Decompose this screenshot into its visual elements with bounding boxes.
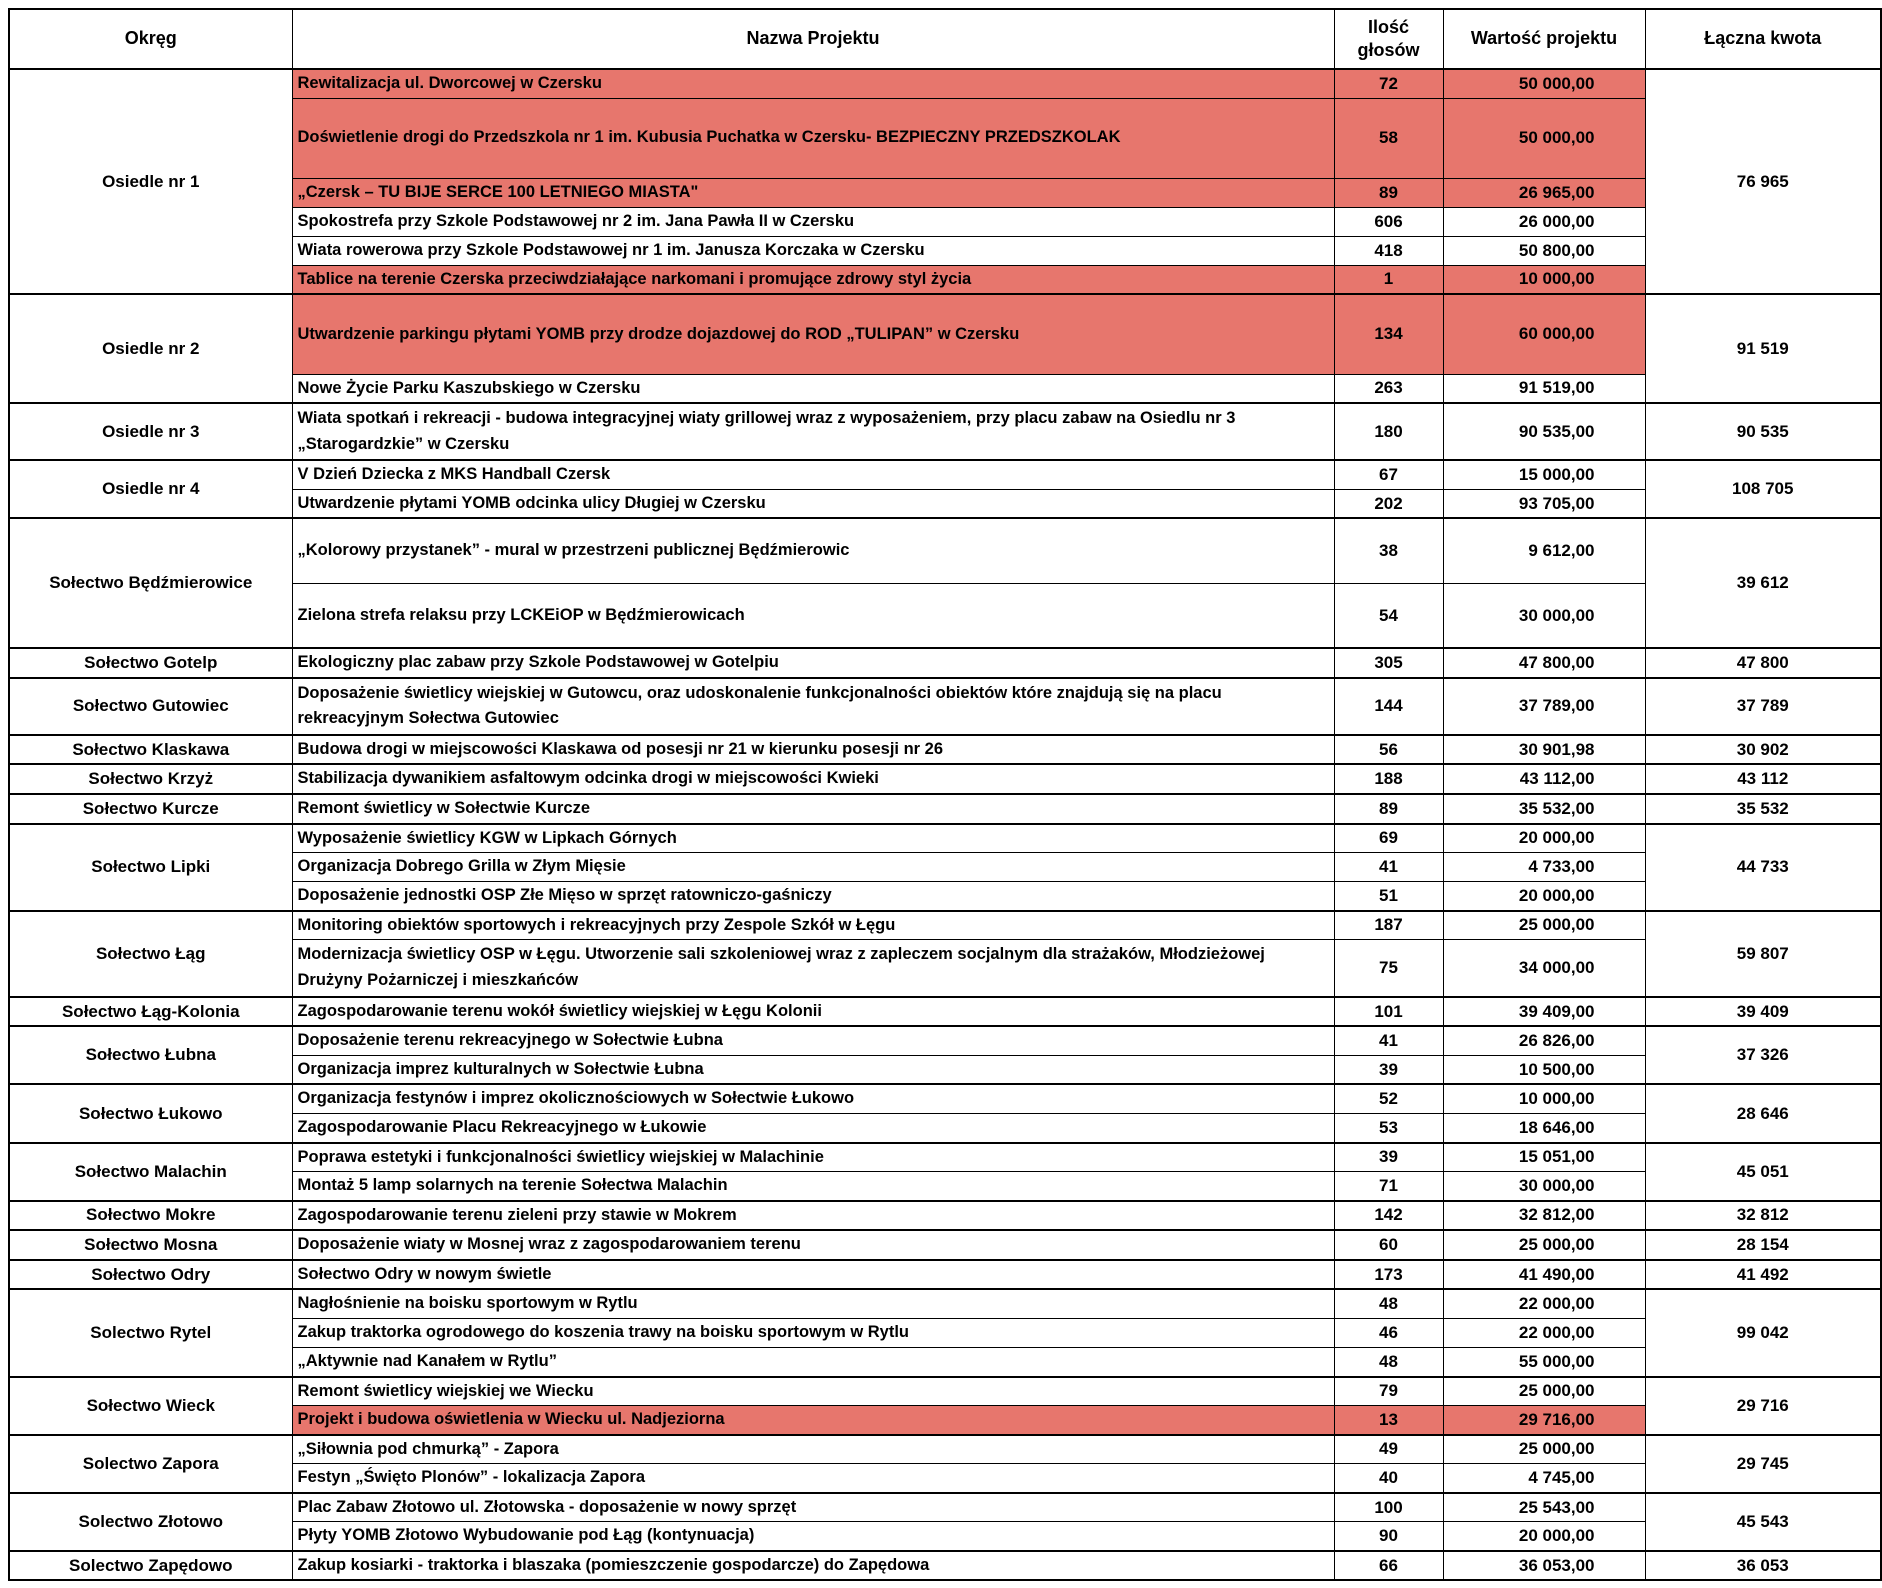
votes-cell: 40 <box>1334 1464 1443 1493</box>
votes-cell-highlighted: 13 <box>1334 1406 1443 1435</box>
votes-cell-highlighted: 72 <box>1334 69 1443 98</box>
project-value-cell-highlighted: 50 000,00 <box>1443 69 1645 98</box>
project-value-cell: 47 800,00 <box>1443 648 1645 678</box>
project-name-cell: Poprawa estetyki i funkcjonalności świetlicy wiejskiej w Malachinie <box>292 1143 1334 1172</box>
total-amount-cell: 90 535 <box>1645 403 1881 460</box>
votes-cell: 56 <box>1334 735 1443 765</box>
project-value-cell: 36 053,00 <box>1443 1551 1645 1581</box>
project-value-cell: 10 000,00 <box>1443 1084 1645 1113</box>
votes-cell: 69 <box>1334 824 1443 853</box>
okreg-cell: Sołectwo Mosna <box>9 1230 292 1260</box>
okreg-cell: Sołectwo Wieck <box>9 1377 292 1435</box>
project-value-cell: 37 789,00 <box>1443 678 1645 735</box>
okreg-cell: Sołectwo Łąg <box>9 911 292 997</box>
project-value-cell: 34 000,00 <box>1443 940 1645 997</box>
project-name-cell: Zagospodarowanie terenu zieleni przy stawie w Mokrem <box>292 1201 1334 1231</box>
table-body <box>9 69 1881 1580</box>
project-value-cell: 25 000,00 <box>1443 1435 1645 1464</box>
project-value-cell: 22 000,00 <box>1443 1289 1645 1318</box>
okreg-cell: Sołectwo Krzyż <box>9 764 292 794</box>
table-row <box>9 1230 1881 1260</box>
table-row <box>9 1377 1881 1406</box>
project-name-cell: Doposażenie jednostki OSP Złe Mięso w sprzęt ratowniczo-gaśniczy <box>292 882 1334 911</box>
project-value-cell: 32 812,00 <box>1443 1201 1645 1231</box>
project-name-cell-highlighted: Projekt i budowa oświetlenia w Wiecku ul. Nadjeziorna <box>292 1406 1334 1435</box>
total-amount-cell: 28 646 <box>1645 1084 1881 1142</box>
okreg-cell: Sołectwo Gutowiec <box>9 678 292 735</box>
project-value-cell: 55 000,00 <box>1443 1347 1645 1376</box>
project-name-cell: Zakup traktorka ogrodowego do koszenia trawy na boisku sportowym w Rytlu <box>292 1318 1334 1347</box>
votes-cell-highlighted: 134 <box>1334 294 1443 374</box>
header-row <box>9 9 1881 69</box>
votes-cell: 180 <box>1334 403 1443 460</box>
total-amount-cell: 108 705 <box>1645 460 1881 518</box>
votes-cell: 79 <box>1334 1377 1443 1406</box>
votes-cell: 48 <box>1334 1289 1443 1318</box>
project-name-cell: Plac Zabaw Złotowo ul. Złotowska - doposażenie w nowy sprzęt <box>292 1493 1334 1522</box>
project-value-cell-highlighted: 60 000,00 <box>1443 294 1645 374</box>
table-row <box>9 403 1881 460</box>
table-row <box>9 518 1881 583</box>
project-name-cell: Sołectwo Odry w nowym świetle <box>292 1260 1334 1290</box>
project-name-cell: „Kolorowy przystanek” - mural w przestrzeni publicznej Będźmierowic <box>292 518 1334 583</box>
votes-cell: 71 <box>1334 1172 1443 1201</box>
table-row <box>9 735 1881 765</box>
project-name-cell: Zielona strefa relaksu przy LCKEiOP w Będźmierowicach <box>292 583 1334 648</box>
project-value-cell-highlighted: 50 000,00 <box>1443 98 1645 178</box>
table-row <box>9 1551 1881 1581</box>
total-amount-cell: 91 519 <box>1645 294 1881 403</box>
project-name-cell-highlighted: „Czersk – TU BIJE SERCE 100 LETNIEGO MIASTA" <box>292 178 1334 207</box>
okreg-cell: Osiedle nr 4 <box>9 460 292 518</box>
total-amount-cell: 76 965 <box>1645 69 1881 294</box>
votes-cell: 66 <box>1334 1551 1443 1581</box>
project-name-cell: Budowa drogi w miejscowości Klaskawa od posesji nr 21 w kierunku posesji nr 26 <box>292 735 1334 765</box>
total-amount-cell: 36 053 <box>1645 1551 1881 1581</box>
okreg-cell: Sołectwo Gotelp <box>9 648 292 678</box>
votes-cell: 89 <box>1334 794 1443 824</box>
project-value-cell: 15 051,00 <box>1443 1143 1645 1172</box>
votes-cell: 60 <box>1334 1230 1443 1260</box>
total-amount-cell: 45 543 <box>1645 1493 1881 1551</box>
okreg-cell: Sołectwo Malachin <box>9 1143 292 1201</box>
table-row <box>9 1260 1881 1290</box>
table-row <box>9 460 1881 489</box>
budget-projects-table <box>8 8 1882 1581</box>
project-name-cell: Nowe Życie Parku Kaszubskiego w Czersku <box>292 374 1334 403</box>
project-value-cell: 18 646,00 <box>1443 1114 1645 1143</box>
total-amount-cell: 29 745 <box>1645 1435 1881 1493</box>
votes-cell: 263 <box>1334 374 1443 403</box>
votes-cell: 54 <box>1334 583 1443 648</box>
project-name-cell: Doposażenie terenu rekreacyjnego w Sołectwie Łubna <box>292 1026 1334 1055</box>
project-value-cell-highlighted: 26 965,00 <box>1443 178 1645 207</box>
votes-cell: 48 <box>1334 1347 1443 1376</box>
project-value-cell: 50 800,00 <box>1443 236 1645 265</box>
project-value-cell: 30 000,00 <box>1443 583 1645 648</box>
total-amount-cell: 45 051 <box>1645 1143 1881 1201</box>
table-row <box>9 824 1881 853</box>
okreg-cell: Sołectwo Lipki <box>9 824 292 911</box>
table-row <box>9 648 1881 678</box>
project-value-cell: 15 000,00 <box>1443 460 1645 489</box>
project-name-cell: Utwardzenie płytami YOMB odcinka ulicy Długiej w Czersku <box>292 489 1334 518</box>
project-value-cell: 25 000,00 <box>1443 1377 1645 1406</box>
okreg-cell: Osiedle nr 3 <box>9 403 292 460</box>
votes-cell: 144 <box>1334 678 1443 735</box>
votes-cell: 606 <box>1334 207 1443 236</box>
votes-cell: 38 <box>1334 518 1443 583</box>
votes-cell: 39 <box>1334 1143 1443 1172</box>
votes-cell-highlighted: 1 <box>1334 265 1443 294</box>
table-row <box>9 678 1881 735</box>
project-name-cell: „Aktywnie nad Kanałem w Rytlu” <box>292 1347 1334 1376</box>
total-amount-cell: 32 812 <box>1645 1201 1881 1231</box>
total-amount-cell: 35 532 <box>1645 794 1881 824</box>
votes-cell: 142 <box>1334 1201 1443 1231</box>
table-row <box>9 1435 1881 1464</box>
project-name-cell: „Siłownia pod chmurką” - Zapora <box>292 1435 1334 1464</box>
project-name-cell: Doposażenie wiaty w Mosnej wraz z zagospodarowaniem terenu <box>292 1230 1334 1260</box>
total-amount-cell: 59 807 <box>1645 911 1881 997</box>
header-okreg: Okręg <box>9 9 292 69</box>
header-laczna-kwota: Łączna kwota <box>1645 9 1881 69</box>
total-amount-cell: 39 409 <box>1645 997 1881 1027</box>
votes-cell: 418 <box>1334 236 1443 265</box>
project-name-cell: Organizacja festynów i imprez okolicznościowych w Sołectwie Łukowo <box>292 1084 1334 1113</box>
project-name-cell: Wiata rowerowa przy Szkole Podstawowej nr 1 im. Janusza Korczaka w Czersku <box>292 236 1334 265</box>
project-name-cell: Zagospodarowanie terenu wokół świetlicy wiejskiej w Łęgu Kolonii <box>292 997 1334 1027</box>
project-name-cell: Remont świetlicy wiejskiej we Wiecku <box>292 1377 1334 1406</box>
project-value-cell: 9 612,00 <box>1443 518 1645 583</box>
votes-cell: 41 <box>1334 1026 1443 1055</box>
project-name-cell: Nagłośnienie na boisku sportowym w Rytlu <box>292 1289 1334 1318</box>
okreg-cell: Solectwo Rytel <box>9 1289 292 1376</box>
votes-cell: 305 <box>1334 648 1443 678</box>
project-value-cell: 41 490,00 <box>1443 1260 1645 1290</box>
okreg-cell: Sołectwo Odry <box>9 1260 292 1290</box>
okreg-cell: Sołectwo Mokre <box>9 1201 292 1231</box>
total-amount-cell: 28 154 <box>1645 1230 1881 1260</box>
project-name-cell-highlighted: Tablice na terenie Czerska przeciwdziałające narkomani i promujące zdrowy styl życia <box>292 265 1334 294</box>
project-value-cell: 25 000,00 <box>1443 911 1645 940</box>
project-name-cell: Spokostrefa przy Szkole Podstawowej nr 2 im. Jana Pawła II w Czersku <box>292 207 1334 236</box>
project-name-cell: Wiata spotkań i rekreacji - budowa integracyjnej wiaty grillowej wraz z wyposażeniem, przy placu zabaw na Osiedlu nr 3 „Starogardzkie” w Czersku <box>292 403 1334 460</box>
total-amount-cell: 30 902 <box>1645 735 1881 765</box>
project-name-cell: Monitoring obiektów sportowych i rekreacyjnych przy Zespole Szkół w Łęgu <box>292 911 1334 940</box>
project-value-cell: 20 000,00 <box>1443 1522 1645 1551</box>
project-value-cell: 25 543,00 <box>1443 1493 1645 1522</box>
project-name-cell: Zagospodarowanie Placu Rekreacyjnego w Łukowie <box>292 1114 1334 1143</box>
votes-cell: 100 <box>1334 1493 1443 1522</box>
okreg-cell: Osiedle nr 2 <box>9 294 292 403</box>
okreg-cell: Solectwo Zapędowo <box>9 1551 292 1581</box>
okreg-cell: Solectwo Złotowo <box>9 1493 292 1551</box>
project-value-cell: 30 901,98 <box>1443 735 1645 765</box>
project-value-cell: 20 000,00 <box>1443 824 1645 853</box>
votes-cell: 51 <box>1334 882 1443 911</box>
project-name-cell: V Dzień Dziecka z MKS Handball Czersk <box>292 460 1334 489</box>
project-value-cell: 43 112,00 <box>1443 764 1645 794</box>
project-name-cell-highlighted: Rewitalizacja ul. Dworcowej w Czersku <box>292 69 1334 98</box>
project-value-cell: 90 535,00 <box>1443 403 1645 460</box>
table-row <box>9 997 1881 1027</box>
project-name-cell-highlighted: Doświetlenie drogi do Przedszkola nr 1 im. Kubusia Puchatka w Czersku- BEZPIECZNY PRZEDSZKOLAK <box>292 98 1334 178</box>
project-name-cell: Doposażenie świetlicy wiejskiej w Gutowcu, oraz udoskonalenie funkcjonalności obiektów które znajdują się na placu rekreacyjnym Sołectwa Gutowiec <box>292 678 1334 735</box>
project-value-cell-highlighted: 10 000,00 <box>1443 265 1645 294</box>
votes-cell: 67 <box>1334 460 1443 489</box>
votes-cell: 39 <box>1334 1055 1443 1084</box>
total-amount-cell: 44 733 <box>1645 824 1881 911</box>
header-ilosc-glosow: Ilość głosów <box>1334 9 1443 69</box>
project-value-cell: 22 000,00 <box>1443 1318 1645 1347</box>
votes-cell: 90 <box>1334 1522 1443 1551</box>
project-name-cell: Festyn „Święto Plonów” - lokalizacja Zapora <box>292 1464 1334 1493</box>
project-value-cell: 20 000,00 <box>1443 882 1645 911</box>
votes-cell: 49 <box>1334 1435 1443 1464</box>
votes-cell: 53 <box>1334 1114 1443 1143</box>
table-row <box>9 1026 1881 1055</box>
okreg-cell: Sołectwo Kurcze <box>9 794 292 824</box>
project-name-cell: Stabilizacja dywanikiem asfaltowym odcinka drogi w miejscowości Kwieki <box>292 764 1334 794</box>
okreg-cell: Sołectwo Klaskawa <box>9 735 292 765</box>
table-row <box>9 1289 1881 1318</box>
votes-cell: 75 <box>1334 940 1443 997</box>
project-name-cell: Montaż 5 lamp solarnych na terenie Sołectwa Malachin <box>292 1172 1334 1201</box>
project-name-cell: Płyty YOMB Złotowo Wybudowanie pod Łąg (kontynuacja) <box>292 1522 1334 1551</box>
project-value-cell: 25 000,00 <box>1443 1230 1645 1260</box>
table-row <box>9 1201 1881 1231</box>
project-value-cell: 39 409,00 <box>1443 997 1645 1027</box>
total-amount-cell: 41 492 <box>1645 1260 1881 1290</box>
okreg-cell: Sołectwo Łąg-Kolonia <box>9 997 292 1027</box>
project-value-cell: 93 705,00 <box>1443 489 1645 518</box>
table-row <box>9 794 1881 824</box>
project-value-cell-highlighted: 29 716,00 <box>1443 1406 1645 1435</box>
header-wartosc-projektu: Wartość projektu <box>1443 9 1645 69</box>
table-row <box>9 911 1881 940</box>
project-value-cell: 4 733,00 <box>1443 853 1645 882</box>
okreg-cell: Sołectwo Łubna <box>9 1026 292 1084</box>
project-name-cell: Zakup kosiarki - traktorka i blaszaka (pomieszczenie gospodarcze) do Zapędowa <box>292 1551 1334 1581</box>
table-row <box>9 69 1881 98</box>
project-name-cell: Remont świetlicy w Sołectwie Kurcze <box>292 794 1334 824</box>
votes-cell: 202 <box>1334 489 1443 518</box>
project-value-cell: 10 500,00 <box>1443 1055 1645 1084</box>
project-value-cell: 26 000,00 <box>1443 207 1645 236</box>
votes-cell: 52 <box>1334 1084 1443 1113</box>
votes-cell: 173 <box>1334 1260 1443 1290</box>
project-name-cell: Wyposażenie świetlicy KGW w Lipkach Górnych <box>292 824 1334 853</box>
votes-cell-highlighted: 89 <box>1334 178 1443 207</box>
votes-cell: 188 <box>1334 764 1443 794</box>
okreg-cell: Solectwo Zapora <box>9 1435 292 1493</box>
total-amount-cell: 37 789 <box>1645 678 1881 735</box>
votes-cell: 187 <box>1334 911 1443 940</box>
total-amount-cell: 43 112 <box>1645 764 1881 794</box>
votes-cell: 101 <box>1334 997 1443 1027</box>
project-value-cell: 91 519,00 <box>1443 374 1645 403</box>
votes-cell: 46 <box>1334 1318 1443 1347</box>
okreg-cell: Sołectwo Łukowo <box>9 1084 292 1142</box>
project-name-cell: Modernizacja świetlicy OSP w Łęgu. Utworzenie sali szkoleniowej wraz z zapleczem socjalnym dla strażaków, Młodzieżowej Drużyny Pożarniczej i mieszkańców <box>292 940 1334 997</box>
project-name-cell: Ekologiczny plac zabaw przy Szkole Podstawowej w Gotelpiu <box>292 648 1334 678</box>
table-row <box>9 764 1881 794</box>
votes-cell: 41 <box>1334 853 1443 882</box>
total-amount-cell: 99 042 <box>1645 1289 1881 1376</box>
table-row <box>9 1084 1881 1113</box>
project-value-cell: 4 745,00 <box>1443 1464 1645 1493</box>
total-amount-cell: 29 716 <box>1645 1377 1881 1435</box>
votes-cell-highlighted: 58 <box>1334 98 1443 178</box>
okreg-cell: Osiedle nr 1 <box>9 69 292 294</box>
project-name-cell-highlighted: Utwardzenie parkingu płytami YOMB przy drodze dojazdowej do ROD „TULIPAN” w Czersku <box>292 294 1334 374</box>
total-amount-cell: 47 800 <box>1645 648 1881 678</box>
table-row <box>9 294 1881 374</box>
project-name-cell: Organizacja Dobrego Grilla w Złym Mięsie <box>292 853 1334 882</box>
table-row <box>9 1143 1881 1172</box>
header-nazwa-projektu: Nazwa Projektu <box>292 9 1334 69</box>
project-name-cell: Organizacja imprez kulturalnych w Sołectwie Łubna <box>292 1055 1334 1084</box>
total-amount-cell: 37 326 <box>1645 1026 1881 1084</box>
project-value-cell: 26 826,00 <box>1443 1026 1645 1055</box>
okreg-cell: Sołectwo Będźmierowice <box>9 518 292 648</box>
table-row <box>9 1493 1881 1522</box>
project-value-cell: 35 532,00 <box>1443 794 1645 824</box>
project-value-cell: 30 000,00 <box>1443 1172 1645 1201</box>
total-amount-cell: 39 612 <box>1645 518 1881 648</box>
